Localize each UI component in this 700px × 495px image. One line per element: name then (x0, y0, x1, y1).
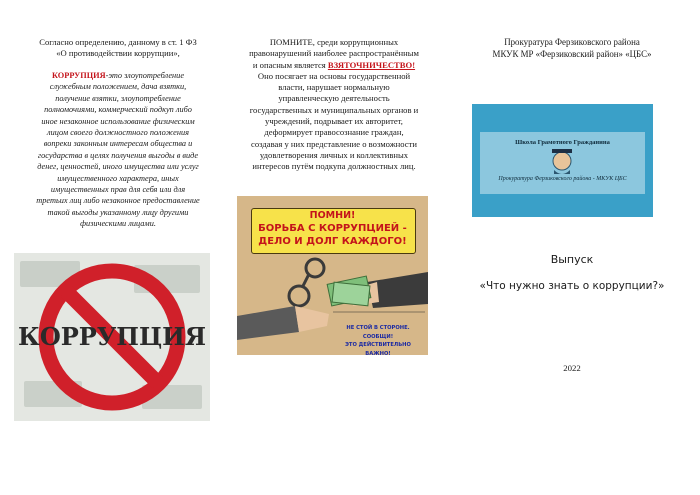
poster-title: ПОМНИ! (309, 210, 356, 221)
definition-line: физическими лицами. (80, 219, 156, 229)
anti-corruption-poster (237, 196, 428, 355)
banknotes-icon (327, 276, 371, 306)
handcuffs-icon (289, 259, 324, 306)
remember-line: правонарушений наиболее распространённым (249, 48, 419, 59)
definition-line: такой выгоды указанному лицу другими (47, 207, 189, 217)
poster-headline: БОРЬБА С КОРРУПЦИЕЙ - ДЕЛО И ДОЛГ КАЖДОГО! (258, 223, 407, 247)
body-line: учреждений, подрывает их авторитет, (265, 116, 403, 127)
definition-line: иное незаконное использование физическим (41, 116, 195, 126)
body-line: власти, нарушает нормальную (278, 82, 390, 93)
issue-label: Выпуск (550, 253, 594, 266)
definition-line: полномочиями, коммерческий подкуп либо (44, 105, 192, 115)
school-subtitle: Прокуратура Ферзиковского района - МКУК ЦБС (498, 176, 627, 182)
remember-line: и опасным является ВЗЯТОЧНИЧЕСТВО! (252, 59, 416, 70)
definition-intro (18, 37, 218, 59)
body-line: удовлетворения личных и коллективных (259, 149, 409, 160)
school-title: Школа Грамотного Гражданина (515, 139, 610, 146)
intro-line: Согласно определению, данному в ст. 1 ФЗ (39, 37, 197, 47)
issue-subject: «Что нужно знать о коррупции?» (479, 280, 665, 292)
definition-line: получение взятки, злоупотребление (55, 93, 181, 103)
definition-line: денег, ценностей, иного имущества или услуг (37, 162, 199, 172)
body-line: государственных и муниципальных органов и (249, 104, 419, 115)
corruption-prohibition-image (14, 253, 210, 421)
corruption-keyword: КОРРУПЦИЯ (51, 71, 106, 80)
organization-header (462, 37, 682, 60)
body-line: создавая у них представление о возможности (251, 138, 417, 149)
definition-line: КОРРУПЦИЯ-это злоупотребление (51, 71, 184, 80)
cover-art (472, 104, 653, 217)
definition-line: имущественных прав для себя или для (50, 185, 186, 195)
body-line: деформирует правосознание граждан, (264, 127, 404, 138)
org-line: Прокуратура Ферзиковского района (504, 37, 640, 47)
definition-line: служебным положением, дача взятки, (49, 82, 187, 92)
definition-line: третьих лиц либо незаконное предоставление (36, 196, 200, 206)
school-cover-image (472, 104, 653, 217)
definition-line: имущественного характера, иных (57, 173, 179, 183)
body-line: интересов путём подкупа должностных лиц. (252, 161, 416, 172)
body-line: управленческую деятельность (278, 93, 390, 104)
poster-slogan: НЕ СТОЙ В СТОРОНЕ. СООБЩИ! ЭТО ДЕЙСТВИТЕЛЬНО ВАЖНО! (345, 325, 411, 355)
body-line: Оно посягает на основы государственной (257, 70, 411, 81)
definition-line: лицом своего должностного положения (47, 128, 189, 138)
definition-line: государства в целях получения выгоды в виде (37, 150, 199, 160)
org-line: МКУК МР «Ферзиковский район» «ЦБС» (492, 48, 652, 59)
bribery-word: ВЗЯТОЧНИЧЕСТВО! (327, 59, 416, 70)
prohibition-sign-icon (14, 253, 210, 421)
image-word: КОРРУПЦИЯ (17, 322, 207, 351)
remember-line: ПОМНИТЕ, среди коррупционных (269, 37, 399, 47)
definition-line: вопреки законным интересам общества и (43, 139, 193, 149)
bribery-warning-text (232, 37, 436, 173)
intro-line: «О противодействии коррупции», (56, 48, 180, 58)
corruption-definition (18, 70, 218, 230)
publication-year: 2022 (563, 363, 581, 373)
